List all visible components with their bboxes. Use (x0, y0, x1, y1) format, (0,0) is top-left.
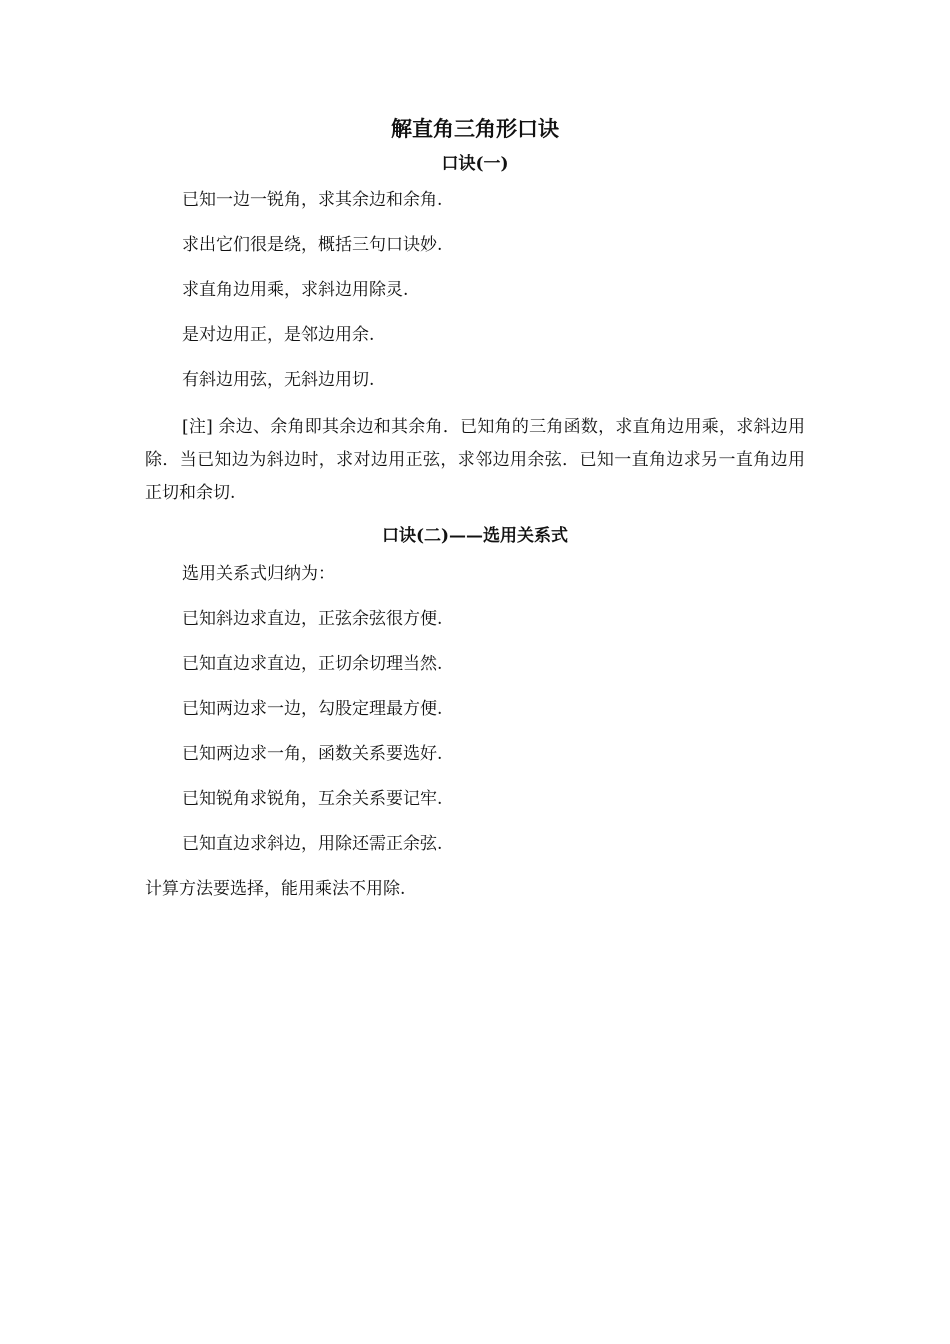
verse-line: 已知两边求一角，函数关系要选好. (182, 744, 443, 764)
verse-line: 求出它们很是绕，概括三句口诀妙. (182, 235, 443, 255)
verse-line: 有斜边用弦，无斜边用切. (182, 370, 375, 390)
verse-line: 已知直边求斜边，用除还需正余弦. (182, 834, 443, 854)
verse-line: 是对边用正，是邻边用余. (182, 325, 375, 345)
verse-line: 已知两边求一边，勾股定理最方便. (182, 699, 443, 719)
document-body (145, 112, 805, 903)
verse-line: 求直角边用乘，求斜边用除灵. (182, 280, 409, 300)
verse-line: 选用关系式归纳为： (182, 564, 335, 584)
verse-line: 已知一边一锐角，求其余边和余角. (182, 190, 443, 210)
verse-line: 已知锐角求锐角，互余关系要记牢. (182, 789, 443, 809)
document-title: 解直角三角形口诀 (391, 116, 559, 141)
verse-line: 已知直边求直边，正切余切理当然. (182, 654, 443, 674)
verse-line: 已知斜边求直边，正弦余弦很方便. (182, 609, 443, 629)
section-heading-2: 口诀(二)——选用关系式 (381, 526, 569, 546)
closing-line: 计算方法要选择，能用乘法不用除. (145, 879, 406, 899)
section-heading-1: 口诀(一) (441, 154, 509, 174)
note-paragraph: [注] 余边、余角即其余边和其余角．已知角的三角函数，求直角边用乘，求斜边用除．当已知边为斜边时，求对边用正弦，求邻边用余弦．已知一直角边求另一直角边用正切和余切. (145, 417, 805, 503)
